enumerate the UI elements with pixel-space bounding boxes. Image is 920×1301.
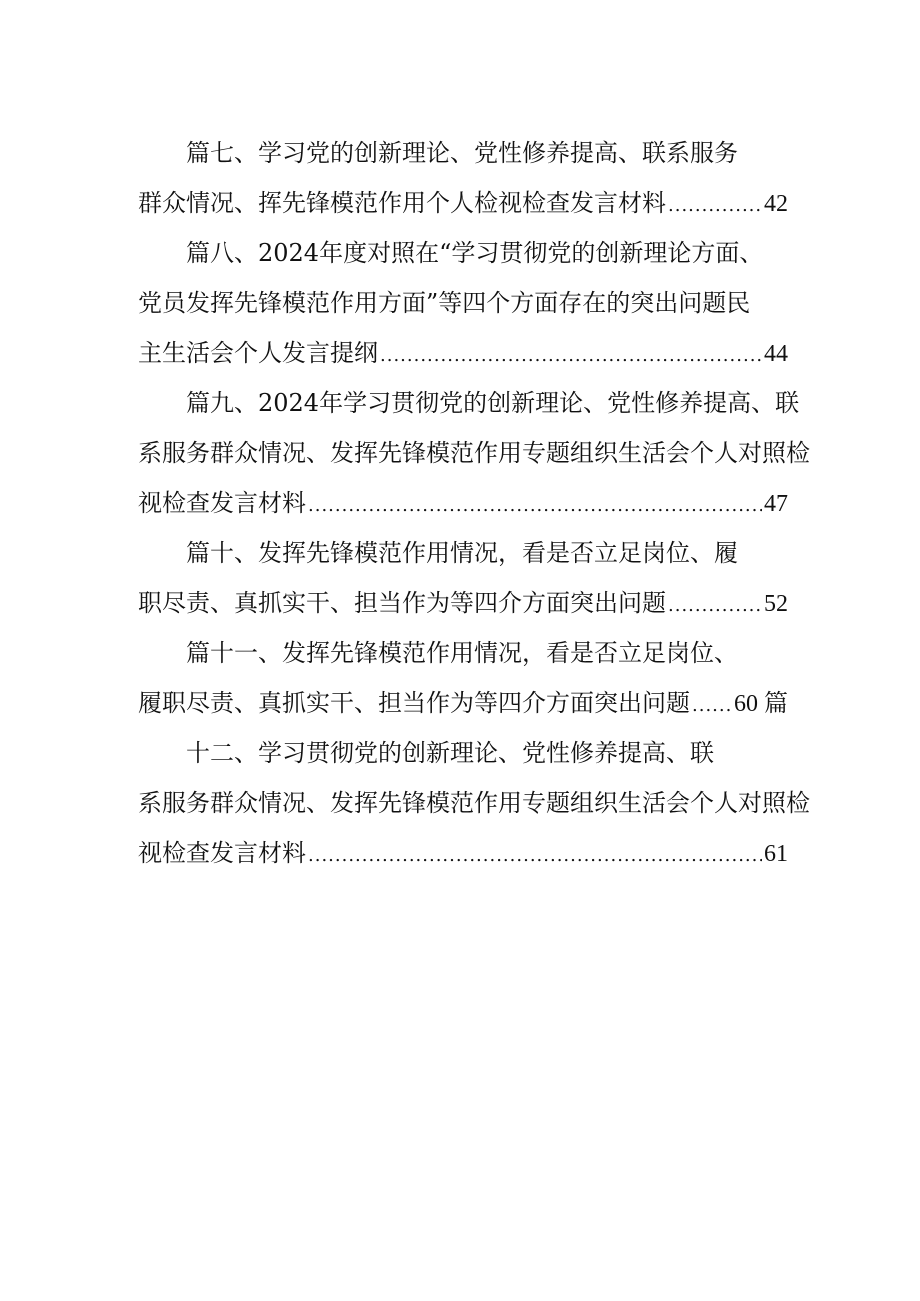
- toc-entry-7[interactable]: [138, 128, 788, 228]
- toc-entry-last-line: [138, 178, 788, 228]
- toc-entry-10[interactable]: [138, 528, 788, 628]
- dot-leader: [692, 678, 732, 731]
- dot-leader: [308, 478, 762, 531]
- table-of-contents: [138, 128, 810, 878]
- toc-entry-last-line: [138, 678, 788, 728]
- toc-entry-title-line: 篇八、2024年度对照在“学习贯彻党的创新理论方面、: [186, 239, 764, 267]
- toc-page-number: 52: [764, 591, 788, 617]
- toc-entry-last-line: [138, 478, 788, 528]
- toc-entry-title-tail: 履职尽责、真抓实干、担当作为等四介方面突出问题: [138, 689, 690, 717]
- toc-page-number: 61: [764, 841, 788, 867]
- dot-leader: [668, 578, 762, 631]
- dot-leader: [308, 828, 762, 881]
- toc-entry-12[interactable]: [138, 728, 810, 878]
- toc-page-number: 47: [764, 491, 788, 517]
- toc-entry-title-line: 篇七、学习党的创新理论、党性修养提高、联系服务: [186, 139, 738, 167]
- toc-entry-title-line: 篇九、2024年学习贯彻党的创新理论、党性修养提高、联: [186, 389, 800, 417]
- toc-entry-title-line: 篇十、发挥先锋模范作用情况，看是否立足岗位、履: [186, 539, 738, 567]
- toc-entry-last-line: [138, 828, 788, 878]
- toc-entry-title-line: 党员发挥先锋模范作用方面”等四个方面存在的突出问题民: [138, 289, 751, 317]
- toc-entry-9[interactable]: [138, 378, 810, 528]
- toc-entry-11[interactable]: [138, 628, 788, 728]
- toc-page-number: 42: [764, 191, 788, 217]
- toc-page-number: 44: [764, 341, 788, 367]
- toc-entry-title-line: 系服务群众情况、发挥先锋模范作用专题组织生活会个人对照检: [138, 789, 810, 817]
- toc-entry-title-tail: 职尽责、真抓实干、担当作为等四介方面突出问题: [138, 589, 666, 617]
- toc-entry-title-line: 十二、学习贯彻党的创新理论、党性修养提高、联: [186, 739, 714, 767]
- toc-entry-title-tail: 群众情况、挥先锋模范作用个人检视检查发言材料: [138, 189, 666, 217]
- toc-entry-title-line: 系服务群众情况、发挥先锋模范作用专题组织生活会个人对照检: [138, 439, 810, 467]
- toc-entry-8[interactable]: [138, 228, 788, 378]
- toc-entry-last-line: [138, 328, 788, 378]
- toc-page-number: 60 篇: [734, 691, 788, 717]
- toc-entry-title-tail: 主生活会个人发言提纲: [138, 339, 378, 367]
- toc-entry-last-line: [138, 578, 788, 628]
- toc-entry-title-tail: 视检查发言材料: [138, 489, 306, 517]
- toc-entry-title-line: 篇十一、发挥先锋模范作用情况，看是否立足岗位、: [186, 639, 738, 667]
- toc-entry-title-tail: 视检查发言材料: [138, 839, 306, 867]
- dot-leader: [668, 178, 762, 231]
- dot-leader: [380, 328, 762, 381]
